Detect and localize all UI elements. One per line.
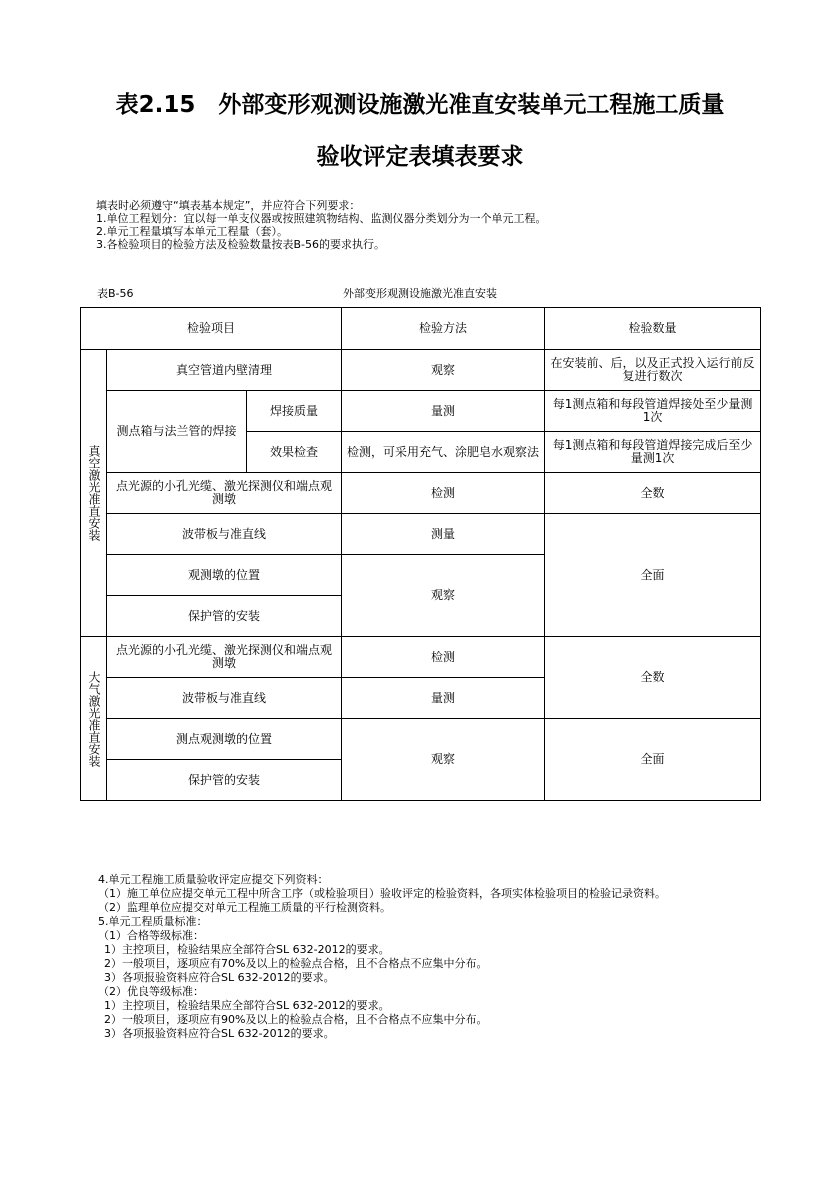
intro-block	[96, 199, 776, 251]
subitem-cell: 焊接质量	[247, 391, 342, 432]
table-row	[81, 637, 761, 678]
note-line: 2）一般项目，逐项应有90%及以上的检验点合格，且不合格点不应集中分布。	[104, 1013, 488, 1026]
item-cell: 观测墩的位置	[107, 555, 342, 596]
method-cell: 检测	[342, 637, 545, 678]
quantity-cell: 在安装前、后，以及正式投入运行前反复进行数次	[545, 350, 761, 391]
item-cell: 点光源的小孔光缆、激光探测仪和端点观测墩	[107, 637, 342, 678]
note-line: 3）各项报验资料应符合SL 632-2012的要求。	[104, 971, 335, 984]
page-title: 表2.15 外部变形观测设施激光准直安装单元工程施工质量	[115, 92, 725, 118]
table-row	[81, 514, 761, 555]
quantity-cell: 全数	[545, 637, 761, 719]
note-line: 5.单元工程质量标准：	[98, 915, 208, 928]
inspection-table	[80, 307, 761, 801]
item-cell: 测点观测墩的位置	[107, 719, 342, 760]
method-cell: 观察	[342, 719, 545, 801]
table-row	[81, 350, 761, 391]
method-cell: 检测，可采用充气、涂肥皂水观察法	[342, 432, 545, 473]
item-cell: 真空管道内壁清理	[107, 350, 342, 391]
note-line: （2）监理单位应提交对单元工程施工质量的平行检测资料。	[98, 901, 391, 914]
subitem-cell: 效果检查	[247, 432, 342, 473]
intro-line: 3.各检验项目的检验方法及检验数量按表B-56的要求执行。	[96, 238, 386, 251]
item-cell: 波带板与准直线	[107, 678, 342, 719]
method-cell: 量测	[342, 391, 545, 432]
table-caption: 外部变形观测设施激光准直安装	[343, 287, 497, 300]
note-line: （1）施工单位应提交单元工程中所含工序（或检验项目）验收评定的检验资料，各项实体检验项目的检验记录资料。	[98, 887, 666, 900]
group-label-vacuum: 真空激光准直安装	[81, 350, 107, 637]
header-item: 检验项目	[81, 308, 342, 350]
method-cell: 检测	[342, 473, 545, 514]
item-cell: 点光源的小孔光缆、激光探测仪和端点观测墩	[107, 473, 342, 514]
note-line: 1）主控项目，检验结果应全部符合SL 632-2012的要求。	[104, 943, 390, 956]
table-number: 表B-56	[97, 287, 134, 300]
note-line: 3）各项报验资料应符合SL 632-2012的要求。	[104, 1027, 335, 1040]
item-cell: 保护管的安装	[107, 760, 342, 801]
item-cell: 波带板与准直线	[107, 514, 342, 555]
item-cell: 保护管的安装	[107, 596, 342, 637]
header-method: 检验方法	[342, 308, 545, 350]
page-subtitle: 验收评定表填表要求	[316, 144, 524, 170]
table-header-row	[81, 308, 761, 350]
table-row	[81, 473, 761, 514]
quantity-cell: 每1测点箱和每段管道焊接完成后至少量测1次	[545, 432, 761, 473]
header-quantity: 检验数量	[545, 308, 761, 350]
method-cell: 观察	[342, 350, 545, 391]
intro-line: 填表时必须遵守“填表基本规定”，并应符合下列要求：	[96, 199, 361, 212]
notes-block	[80, 873, 760, 1041]
quantity-cell: 全面	[545, 719, 761, 801]
note-line: 1）主控项目，检验结果应全部符合SL 632-2012的要求。	[104, 999, 390, 1012]
intro-line: 1.单位工程划分：宜以每一单支仪器或按照建筑物结构、监测仪器分类划分为一个单元工程。	[96, 212, 547, 225]
quantity-cell: 全面	[545, 514, 761, 637]
group-label-atmospheric: 大气激光准直安装	[81, 637, 107, 801]
quantity-cell: 全数	[545, 473, 761, 514]
note-line: （2）优良等级标准：	[98, 985, 204, 998]
item-cell: 测点箱与法兰管的焊接	[107, 391, 247, 473]
method-cell: 观察	[342, 555, 545, 637]
method-cell: 测量	[342, 514, 545, 555]
method-cell: 量测	[342, 678, 545, 719]
note-line: 2）一般项目，逐项应有70%及以上的检验点合格，且不合格点不应集中分布。	[104, 957, 488, 970]
intro-line: 2.单元工程量填写本单元工程量（套）。	[96, 225, 288, 238]
note-line: 4.单元工程施工质量验收评定应提交下列资料：	[98, 873, 329, 886]
table-row	[81, 719, 761, 760]
note-line: （1）合格等级标准：	[98, 929, 204, 942]
table-row	[81, 391, 761, 432]
quantity-cell: 每1测点箱和每段管道焊接处至少量测1次	[545, 391, 761, 432]
